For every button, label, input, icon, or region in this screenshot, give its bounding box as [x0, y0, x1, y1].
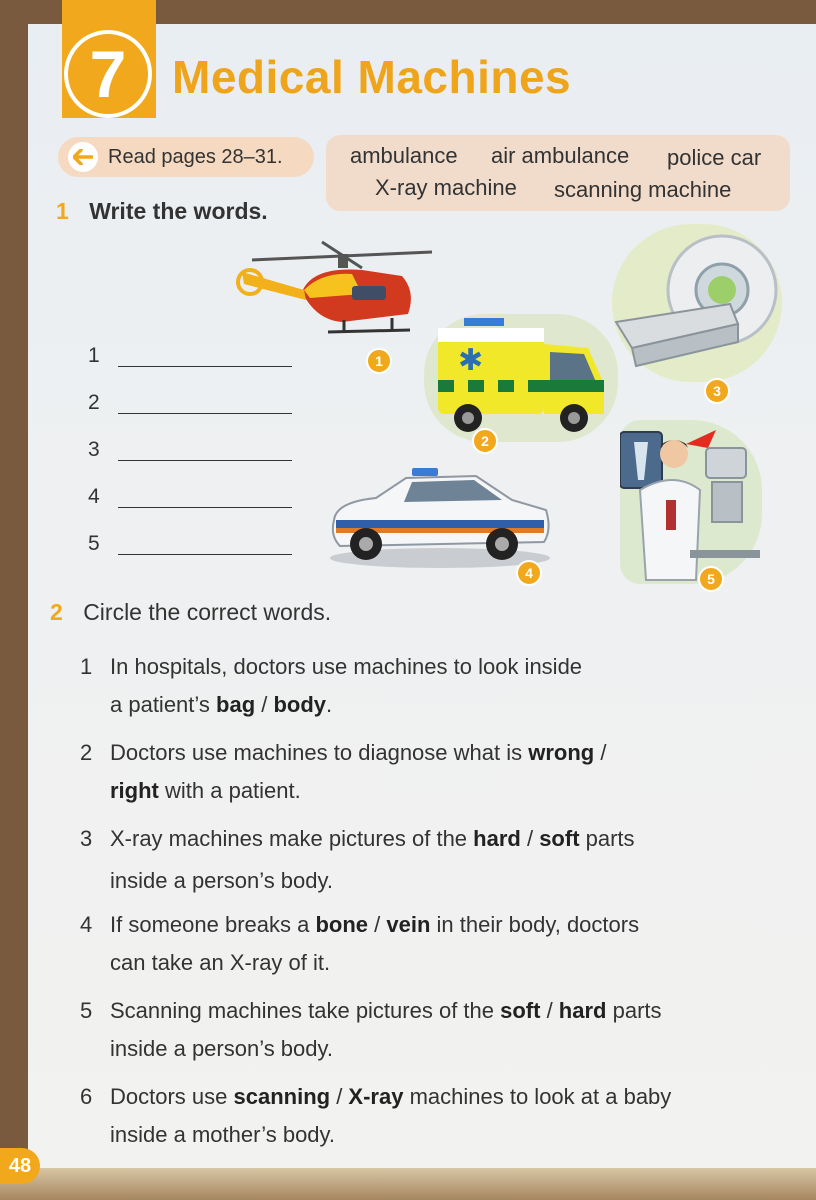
- arrow-left-icon: [68, 142, 98, 172]
- option-word[interactable]: bag: [216, 692, 256, 717]
- option-separator: /: [520, 826, 540, 851]
- sentence-text: In hospitals, doctors use machines to look inside: [110, 654, 583, 679]
- sentence-text: inside a person’s body.: [110, 868, 333, 893]
- answer-line[interactable]: [88, 391, 100, 415]
- sentence-3: [80, 820, 770, 900]
- answer-line[interactable]: [88, 344, 100, 368]
- option-separator: /: [255, 692, 274, 717]
- sentence-text: .: [326, 692, 333, 717]
- picture-label-1: 1: [366, 348, 392, 374]
- police-car-icon: [326, 460, 554, 570]
- word-bank-item: scanning machine: [554, 177, 732, 202]
- sentence-text: parts: [579, 826, 635, 851]
- sentence-4: [80, 906, 770, 982]
- page-title: Medical Machines: [172, 51, 572, 103]
- exercise-instruction: Write the words.: [89, 198, 268, 224]
- answer-number: 2: [88, 391, 100, 414]
- option-separator: /: [594, 740, 607, 765]
- sentence-text: a patient’s: [110, 692, 217, 717]
- answer-number: 4: [88, 485, 100, 508]
- sentence-2: [80, 734, 770, 810]
- sentence-text: X-ray machines make pictures of the: [110, 826, 474, 851]
- option-word[interactable]: body: [273, 692, 327, 717]
- option-word[interactable]: right: [110, 778, 159, 803]
- sentence-text: Doctors use: [110, 1084, 234, 1109]
- word-bank-item: police car: [667, 145, 762, 170]
- option-word[interactable]: bone: [315, 912, 369, 937]
- picture-label-5: 5: [698, 566, 724, 592]
- sentence-text: in their body, doctors: [430, 912, 640, 937]
- option-word[interactable]: hard: [558, 998, 607, 1023]
- exercise-number: 1: [56, 198, 69, 224]
- unit-number: 7: [64, 30, 152, 118]
- exercise-instruction: Circle the correct words.: [83, 599, 332, 625]
- sentence-1: [80, 648, 770, 724]
- picture-label-4: 4: [516, 560, 542, 586]
- sentence-number: 4: [80, 912, 93, 937]
- option-separator: /: [540, 998, 559, 1023]
- answer-line[interactable]: [88, 532, 100, 556]
- option-word[interactable]: soft: [500, 998, 541, 1023]
- option-word[interactable]: soft: [539, 826, 580, 851]
- sentence-5: [80, 992, 770, 1068]
- word-bank-item: ambulance: [350, 143, 458, 168]
- sentence-text: machines to look at a baby: [403, 1084, 672, 1109]
- sentence-text: inside a mother’s body.: [110, 1122, 336, 1147]
- sentence-text: If someone breaks a: [110, 912, 316, 937]
- sentence-text: can take an X-ray of it.: [110, 950, 331, 975]
- option-separator: /: [330, 1084, 349, 1109]
- exercise-2-heading: [50, 599, 331, 626]
- option-word[interactable]: scanning: [233, 1084, 331, 1109]
- answer-number: 5: [88, 532, 100, 555]
- word-bank-item: X-ray machine: [375, 175, 517, 200]
- sentence-number: 5: [80, 998, 93, 1023]
- sentence-text: Scanning machines take pictures of the: [110, 998, 501, 1023]
- helicopter-icon: [232, 232, 438, 350]
- sentence-number: 1: [80, 654, 93, 679]
- sentence-number: 3: [80, 826, 93, 851]
- sentence-number: 6: [80, 1084, 93, 1109]
- picture-label-3: 3: [704, 378, 730, 404]
- svg-text:✱: ✱: [458, 343, 484, 378]
- word-bank: [326, 135, 790, 211]
- option-word[interactable]: hard: [473, 826, 521, 851]
- option-word[interactable]: X-ray: [348, 1084, 404, 1109]
- answer-number: 1: [88, 344, 100, 367]
- exercise-1-heading: [56, 198, 268, 225]
- sentence-text: with a patient.: [158, 778, 301, 803]
- sentence-text: parts: [606, 998, 662, 1023]
- exercise-number: 2: [50, 599, 63, 625]
- page-edge: [0, 1168, 816, 1200]
- picture-label-2: 2: [472, 428, 498, 454]
- sentence-number: 2: [80, 740, 93, 765]
- option-word[interactable]: vein: [386, 912, 431, 937]
- answer-line[interactable]: [88, 438, 100, 462]
- sentence-text: inside a person’s body.: [110, 1036, 333, 1061]
- read-pages-text: Read pages 28–31.: [108, 145, 283, 168]
- option-separator: /: [368, 912, 387, 937]
- answer-number: 3: [88, 438, 100, 461]
- answer-line[interactable]: [88, 485, 100, 509]
- ambulance-icon: [424, 314, 618, 442]
- sentence-text: Doctors use machines to diagnose what is: [110, 740, 529, 765]
- sentence-6: [80, 1078, 770, 1154]
- scanner-icon: [612, 224, 782, 382]
- xray-doctor-icon: [620, 420, 762, 584]
- page-number: 48: [0, 1148, 40, 1184]
- word-bank-item: air ambulance: [491, 143, 630, 168]
- option-word[interactable]: wrong: [528, 740, 595, 765]
- read-pages-note: [58, 137, 314, 177]
